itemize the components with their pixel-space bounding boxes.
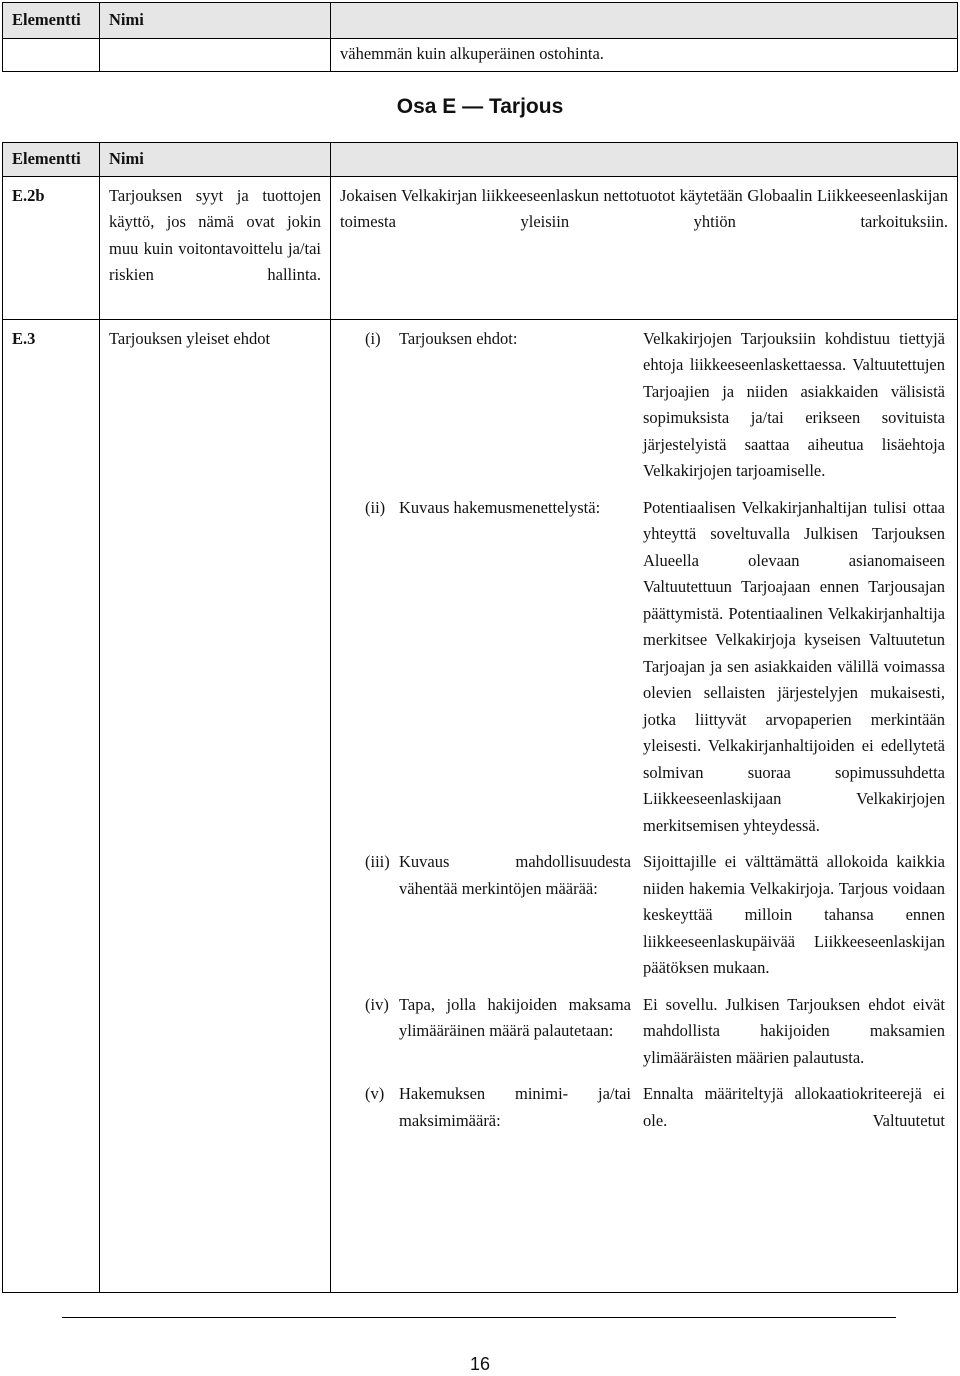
header-name: Nimi xyxy=(100,3,331,39)
section-title: Osa E — Tarjous xyxy=(396,95,564,118)
subitem-number: (i) xyxy=(365,328,381,348)
subitem-number: (ii) xyxy=(365,497,386,517)
header-element: Elementti xyxy=(3,3,100,39)
subitem xyxy=(365,326,945,485)
header-name: Nimi xyxy=(100,143,331,177)
subitem-label: Kuvaus mahdollisuudesta vähentää merkintöjen määrää: xyxy=(399,852,631,898)
subitem-text: Potentiaalisen Velkakirjanhaltijan tulisi ottaa yhteyttä soveltuvalla Julkisen Tarjouksen Alueella olevaan asianomaiseen Valtuutettuun Tarjoajaan ennen Tarjousajan päättymistä. Potentiaalinen Velkakirjanhaltija merkitsee Velkakirjoja kyseisen Valtuutetun Tarjoajan ja sen asiakkaiden välillä voimassa olevien sellaisten järjestelyjen mukaisesti, jotka liittyvät arvopaperien merkintään yleisesti. Velkakirjanhaltijoiden ei edellytetä solmivan suoraa sopimussuhdetta Liikkeeseenlaskijaan Velkakirjojen merkitsemisen yhteydessä. xyxy=(643,497,945,835)
subitem-text: Velkakirjojen Tarjouksiin kohdistuu tiettyjä ehtoja liikkeeseenlaskettaessa. Valtuutettujen Tarjoajien ja niiden asiakkaiden välisistä sopimuksista ja/tai erikseen sovituista järjestelyistä saattaa aiheutua lisäehtoja Velkakirjojen tarjoamiselle. xyxy=(643,328,945,480)
page-number: 16 xyxy=(469,1354,491,1374)
subitem-label: Tapa, jolla hakijoiden maksama ylimääräinen määrä palautetaan: xyxy=(399,994,631,1040)
main-table xyxy=(2,142,958,1293)
subitem-label: Kuvaus hakemusmenettelystä: xyxy=(399,497,601,517)
subitem-text: Ei sovellu. Julkisen Tarjouksen ehdot eivät mahdollista hakijoiden maksamien ylimääräisten määrien palautusta. xyxy=(643,994,945,1067)
table-row xyxy=(3,176,958,319)
element-code: E.2b xyxy=(3,176,100,319)
continued-table xyxy=(2,2,958,72)
subitem xyxy=(365,992,945,1072)
footer-divider xyxy=(62,1317,896,1318)
subitem-number: (iv) xyxy=(365,994,389,1014)
subitem-label: Tarjouksen ehdot: xyxy=(399,328,518,348)
subitem-number: (v) xyxy=(365,1084,385,1103)
subitem xyxy=(365,1081,945,1134)
element-content: Jokaisen Velkakirjan liikkeeseenlaskun nettotuotot käytetään Globaalin Liikkeeseenlaskijan toimesta yleisiin yhtiön tarkoituksiin. xyxy=(331,176,958,319)
subitem-label: Hakemuksen minimi- ja/tai maksimimäärä: xyxy=(399,1084,631,1130)
element-code: E.3 xyxy=(3,319,100,1292)
element-name: Tarjouksen syyt ja tuottojen käyttö, jos nämä ovat jokin muu kuin voitontavoittelu ja/tai riskien hallinta. xyxy=(100,176,331,319)
subitem-text: Sijoittajille ei välttämättä allokoida kaikkia niiden hakemia Velkakirjoja. Tarjous voidaan keskeyttää milloin tahansa ennen liikkeeseenlaskupäivää Liikkeeseenlaskijan päätöksen mukaan. xyxy=(643,852,945,977)
subitem xyxy=(365,495,945,840)
table-row xyxy=(3,319,958,1292)
header-element: Elementti xyxy=(3,143,100,177)
subitem-text: Ennalta määriteltyjä allokaatiokriteerejä ei ole. Valtuutetut xyxy=(643,1084,945,1130)
continued-text: vähemmän kuin alkuperäinen ostohinta. xyxy=(331,38,958,71)
subitem xyxy=(365,849,945,982)
element-name: Tarjouksen yleiset ehdot xyxy=(100,319,331,1292)
subitem-number: (iii) xyxy=(365,852,390,871)
